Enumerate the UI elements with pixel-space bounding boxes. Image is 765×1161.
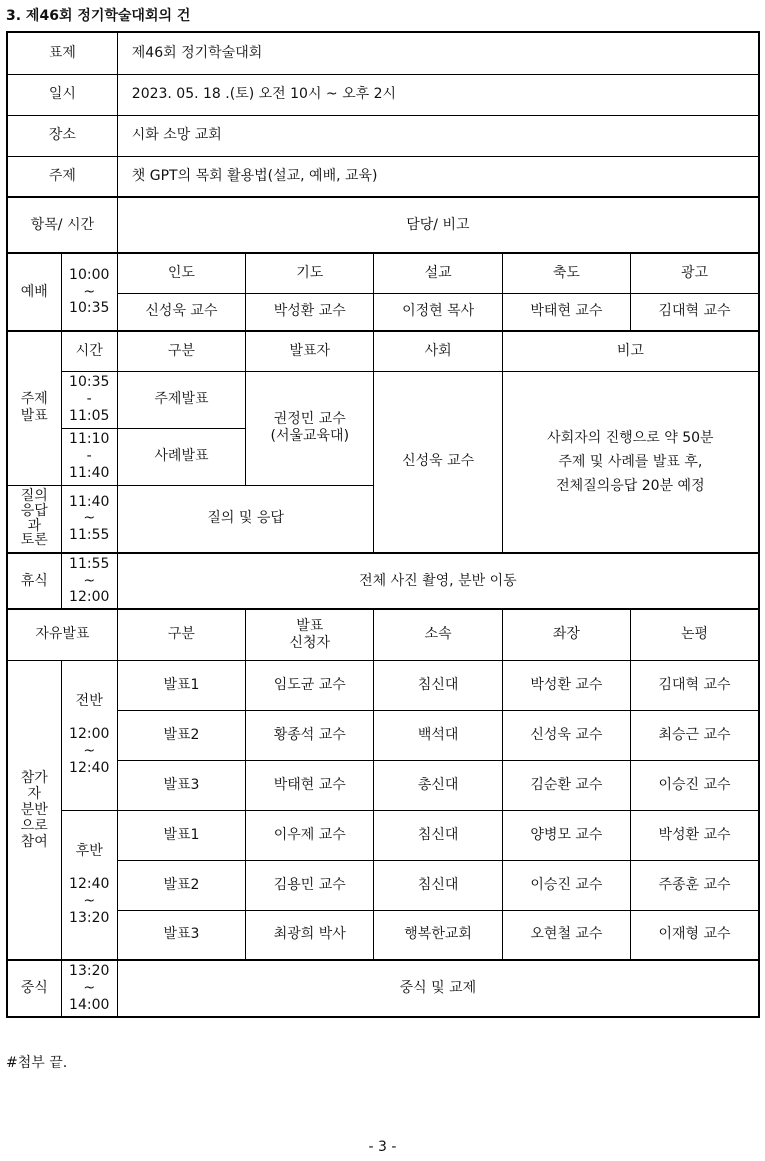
free-type-header: 구분 <box>117 609 245 660</box>
lunch-description: 중식 및 교제 <box>117 960 759 1017</box>
lunch-label: 중식 <box>7 960 61 1017</box>
presentation-type: 발표2 <box>117 860 245 910</box>
info-label: 일시 <box>7 74 117 115</box>
item-time-header: 항목/ 시간 <box>7 197 117 253</box>
presentation-type: 발표1 <box>117 810 245 860</box>
info-row-title <box>7 32 759 74</box>
chair: 신성욱 교수 <box>502 710 630 760</box>
main-slot1-row <box>7 371 759 428</box>
first-half-cell: 전반 12:00 ~ 12:40 <box>61 660 117 810</box>
table-row <box>7 810 759 860</box>
reviewer: 김대혁 교수 <box>631 660 759 710</box>
info-value: 제46회 정기학술대회 <box>117 32 759 74</box>
info-label: 표제 <box>7 32 117 74</box>
free-header-row <box>7 609 759 660</box>
participant-label: 참가 자 분반 으로 참여 <box>7 660 61 960</box>
affiliation: 행복한교회 <box>374 910 502 960</box>
schedule-header-row <box>7 197 759 253</box>
section-title: 3. 제46회 정기학술대회의 건 <box>6 8 191 24</box>
chair: 오현철 교수 <box>502 910 630 960</box>
presentation-type: 발표2 <box>117 710 245 760</box>
qa-description: 질의 및 응답 <box>117 485 374 553</box>
free-label: 자유발표 <box>7 609 117 660</box>
table-row <box>7 760 759 810</box>
main-time-header: 시간 <box>61 331 117 371</box>
second-half-cell: 후반 12:40 ~ 13:20 <box>61 810 117 960</box>
main-header-row <box>7 331 759 371</box>
slot1-time: 10:35 - 11:05 <box>61 371 117 428</box>
presentation-type: 발표1 <box>117 660 245 710</box>
main-presenter: 권정민 교수 (서울교육대) <box>246 371 374 485</box>
worship-people-row <box>7 293 759 331</box>
affiliation: 침신대 <box>374 860 502 910</box>
applicant: 박태현 교수 <box>246 760 374 810</box>
applicant: 황종석 교수 <box>246 710 374 760</box>
info-value: 시화 소망 교회 <box>117 115 759 156</box>
page-number: - 3 - <box>368 1139 397 1155</box>
info-label: 장소 <box>7 115 117 156</box>
chair: 박성환 교수 <box>502 660 630 710</box>
info-value: 챗 GPT의 목회 활용법(설교, 예배, 교육) <box>117 156 759 197</box>
role-announcement: 광고 <box>631 253 759 293</box>
lunch-row <box>7 960 759 1017</box>
presentation-type: 발표3 <box>117 910 245 960</box>
presentation-type: 발표3 <box>117 760 245 810</box>
main-type-header: 구분 <box>117 331 245 371</box>
charge-note-header: 담당/ 비고 <box>117 197 759 253</box>
slot1-type: 주제발표 <box>117 371 245 428</box>
reviewer: 최승근 교수 <box>631 710 759 760</box>
chair: 이승진 교수 <box>502 860 630 910</box>
worship-person: 김대혁 교수 <box>631 293 759 331</box>
worship-person: 박성환 교수 <box>246 293 374 331</box>
table-row <box>7 710 759 760</box>
applicant: 임도균 교수 <box>246 660 374 710</box>
role-leader: 인도 <box>117 253 245 293</box>
main-label: 주제 발표 <box>7 331 61 485</box>
main-note-header: 비고 <box>502 331 759 371</box>
chair: 양병모 교수 <box>502 810 630 860</box>
reviewer: 이재형 교수 <box>631 910 759 960</box>
rest-row <box>7 553 759 609</box>
affiliation: 침신대 <box>374 660 502 710</box>
applicant: 김용민 교수 <box>246 860 374 910</box>
info-row-topic <box>7 156 759 197</box>
main-moderator: 신성욱 교수 <box>374 371 502 553</box>
slot2-type: 사례발표 <box>117 428 245 485</box>
free-applicant-header: 발표 신청자 <box>246 609 374 660</box>
worship-person: 신성욱 교수 <box>117 293 245 331</box>
table-row <box>7 860 759 910</box>
main-presenter-header: 발표자 <box>246 331 374 371</box>
role-sermon: 설교 <box>374 253 502 293</box>
reviewer: 박성환 교수 <box>631 810 759 860</box>
affiliation: 침신대 <box>374 810 502 860</box>
free-chair-header: 좌장 <box>502 609 630 660</box>
info-value: 2023. 05. 18 .(토) 오전 10시 ~ 오후 2시 <box>117 74 759 115</box>
lunch-time: 13:20 ~ 14:00 <box>61 960 117 1017</box>
rest-label: 휴식 <box>7 553 61 609</box>
free-affiliation-header: 소속 <box>374 609 502 660</box>
applicant: 최광희 박사 <box>246 910 374 960</box>
role-benediction: 축도 <box>502 253 630 293</box>
free-review-header: 논평 <box>631 609 759 660</box>
worship-roles-row <box>7 253 759 293</box>
info-row-place <box>7 115 759 156</box>
reviewer: 주종훈 교수 <box>631 860 759 910</box>
slot2-time: 11:10 - 11:40 <box>61 428 117 485</box>
role-prayer: 기도 <box>246 253 374 293</box>
table-row <box>7 660 759 710</box>
reviewer: 이승진 교수 <box>631 760 759 810</box>
affiliation: 총신대 <box>374 760 502 810</box>
rest-time: 11:55 ~ 12:00 <box>61 553 117 609</box>
chair: 김순환 교수 <box>502 760 630 810</box>
worship-label: 예배 <box>7 253 61 331</box>
info-label: 주제 <box>7 156 117 197</box>
qa-time: 11:40 ~ 11:55 <box>61 485 117 553</box>
main-note: 사회자의 진행으로 약 50분 주제 및 사례를 발표 후, 전체질의응답 20분 예정 <box>502 371 759 553</box>
rest-description: 전체 사진 촬영, 분반 이동 <box>117 553 759 609</box>
qa-label: 질의 응답 과 토론 <box>7 485 61 553</box>
affiliation: 백석대 <box>374 710 502 760</box>
applicant: 이우제 교수 <box>246 810 374 860</box>
worship-time: 10:00 ~ 10:35 <box>61 253 117 331</box>
main-moderator-header: 사회 <box>374 331 502 371</box>
table-row <box>7 910 759 960</box>
conference-table <box>6 31 760 1018</box>
worship-person: 박태현 교수 <box>502 293 630 331</box>
attachment-end-note: #첨부 끝. <box>6 1055 68 1071</box>
info-row-date <box>7 74 759 115</box>
worship-person: 이정현 목사 <box>374 293 502 331</box>
